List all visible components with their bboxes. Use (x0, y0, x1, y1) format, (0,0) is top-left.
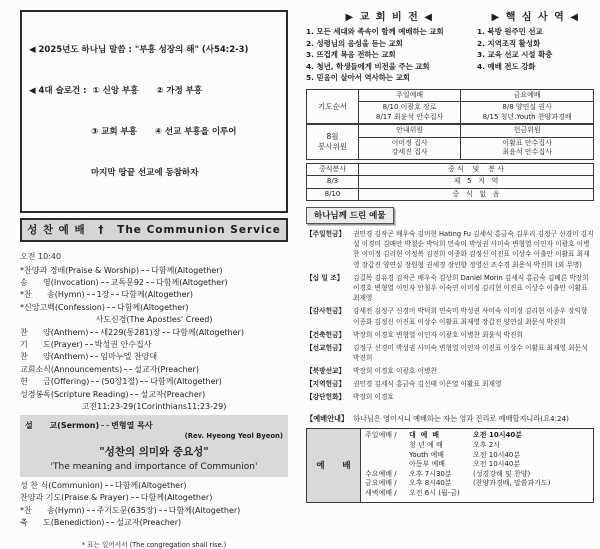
offering-section (306, 330, 594, 340)
order-label: 축 도(Benediction) (20, 517, 105, 527)
order-detail: 주기도문(635장) (96, 505, 157, 515)
sermon-preacher-en: (Rev. Hyeong Yeol Byeon) (184, 432, 283, 441)
leader-line (111, 294, 119, 295)
vision-ministry-section (306, 8, 594, 84)
vision-item: 1. 모든 세대와 족속이 함께 예배하는 교회 (306, 27, 444, 36)
schedule-prefix (365, 441, 409, 451)
schedule-time: 오전 10시40분 (473, 460, 521, 469)
service-schedule-body (361, 429, 593, 501)
leader-line (124, 369, 132, 370)
order-performer: 다함께(Altogether) (121, 290, 193, 300)
core-ministry-title: ▶ 핵 심 사 역 ◀ (491, 12, 580, 23)
leader-line (87, 294, 95, 295)
leader-line (131, 497, 139, 498)
schedule-row (365, 431, 589, 441)
schedule-prefix (365, 451, 409, 461)
lunch-service-table (306, 163, 594, 202)
core-ministry (473, 8, 594, 84)
offering-section (306, 366, 594, 376)
offering-label: 【북방선교】 (306, 367, 346, 376)
leader-line (87, 510, 95, 511)
sermon-preacher: 변형열 목사 (111, 421, 153, 431)
sermon-row (25, 421, 283, 430)
service-title-en: The Communion Service (117, 224, 281, 237)
lunch-date-1: 8/3 (307, 176, 359, 189)
usher-header: 안내위원 (359, 124, 461, 137)
ministry-item: 3. 교육 선교 시설 확충 (477, 50, 553, 59)
yearly-theme-box (20, 10, 288, 213)
schedule-prefix: 금요예배 / (365, 479, 397, 488)
church-vision-title: ▶ 교 회 비 전 ◀ (345, 12, 434, 23)
schedule-time: 오후 2시 (473, 440, 500, 449)
lunch-date-2: 8/10 (307, 188, 359, 201)
duty-roster-table (306, 89, 594, 160)
schedule-row (365, 489, 589, 499)
leader-line (162, 332, 170, 333)
order-performer: 임마누엘 찬양대 (100, 352, 158, 362)
leader-line (107, 307, 115, 308)
order-label: *신앙고백(Confession) (20, 302, 105, 312)
prayer-sunday-cell (359, 102, 461, 125)
schedule-row (365, 460, 589, 470)
order-detail: 1장 (96, 290, 110, 300)
prayer-sunday-1: 8/10 이광호 장로 (382, 103, 437, 111)
order-performer: 다함께(Altogether) (156, 278, 228, 288)
order-label: 찬 양(Anthem) (20, 327, 89, 337)
schedule-row (365, 470, 589, 480)
order-performer: 다함께(Altogether) (151, 265, 223, 275)
schedule-prefix: 주일예배 / (365, 431, 397, 440)
order-label: *찬양과 경배(Praise & Worship) (20, 265, 140, 275)
service-guide-verse: 하나님은 영이시니 예배하는 자는 영과 진리로 예배할지니라(요4:24) (353, 414, 569, 424)
order-label: *찬 송(Hymn) (20, 505, 85, 515)
lunch-text-2: 중 식 없 음 (359, 188, 594, 201)
order-row (20, 266, 288, 275)
service-guide-line (306, 414, 594, 424)
order-row (20, 506, 288, 515)
offering-section (306, 392, 594, 402)
offering-label: 【건축헌금】 (306, 330, 346, 339)
service-schedule-label: 예 배 (307, 429, 361, 501)
order-performer: 설교자(Preacher) (140, 389, 206, 399)
vision-item: 2. 성령님의 음성을 듣는 교회 (306, 38, 403, 48)
lunch-service-label: 중식봉사 (307, 163, 359, 176)
usher-1: 이미정 집사 (391, 138, 428, 147)
service-guide-label: 【예배안내】 (306, 414, 349, 424)
leader-line (101, 425, 109, 426)
schedule-name: 오후 8시40분 (409, 479, 452, 488)
offering-names: 박장희 이경호 변형열 이인자 이광호 이병찬 최윤석 박진희 (353, 330, 523, 339)
order-label: *찬 송(Hymn) (20, 290, 85, 300)
order-row (20, 303, 288, 312)
usher-2: 강세진 집사 (391, 148, 428, 156)
sermon-block (20, 415, 288, 477)
schedule-name: 아동부 예배 (409, 460, 446, 469)
service-schedule-table (306, 428, 594, 502)
order-performer: 다함께(Altogether) (116, 302, 189, 312)
order-performer: 다함께(Altogether) (168, 505, 241, 515)
order-detail: 새229(통281)장 (100, 327, 161, 337)
sermon-label: 설 교(Sermon) (25, 421, 100, 431)
ministry-item: 4. 예배 전도 강화 (477, 61, 536, 71)
committee-label (307, 124, 359, 159)
service-time: 오전 10:40 (20, 252, 62, 262)
theme-line: ◀ 2025년도 하나님 말씀 : "부흥 성장의 해" (사54:2-3) (29, 45, 249, 56)
order-detail: 교독문92 (110, 278, 145, 288)
page-right-info (306, 8, 594, 503)
order-row (20, 365, 288, 374)
order-label: 찬 양(Anthem) (20, 352, 89, 362)
offerings-list (306, 229, 594, 403)
order-performer: 다함께(Altogether) (150, 377, 222, 387)
church-vision (306, 8, 473, 84)
order-label: 찬양과 기도(Praise & Prayer) (20, 493, 129, 503)
order-label: 교회소식(Announcements) (20, 364, 123, 374)
order-row (20, 481, 288, 490)
leader-line (140, 381, 148, 382)
schedule-name: 청 년 예 배 (409, 440, 443, 449)
order-label: 송 영(Invocation) (20, 278, 99, 288)
schedule-time: 오전 10시40분 (473, 450, 521, 459)
offering-label: 【감사헌금】 (306, 307, 346, 316)
scripture-line: 고전11:23-29(1Corinthians11:23-29) (81, 402, 227, 411)
offering-committee-cell (461, 137, 594, 159)
offering-section (306, 229, 594, 271)
vision-item: 4. 청년, 학생들에게 비전을 주는 교회 (306, 61, 430, 71)
offering-names: 김정구 신경미 박성권 사미숙 변형열 이인자 이진표 이상수 이활표 최재영 최문석 박진희 (353, 343, 588, 363)
order-performer: 다함께(Altogether) (114, 480, 187, 490)
offering-names: 강세진 김정구 신경미 박덕희 민숙미 박성권 사미숙 이미정 김리현 이종우 장익향 이종화 김정신 이진표 이상수 이활표 최재영 장갑진 양연실 최문석 박진희 (353, 307, 588, 326)
schedule-row (365, 441, 589, 451)
ministry-item: 1. 북방 원주민 선교 (477, 27, 543, 36)
order-performer: 설교자(Preacher) (116, 517, 182, 527)
leader-line (90, 332, 98, 333)
order-label: 기 도(Prayer) (20, 340, 83, 350)
col-header-sunday: 주일예배 (359, 89, 461, 102)
leader-line (146, 282, 154, 283)
order-row (20, 518, 288, 527)
slogan-line-3: 마지막 땅끝 선교에 동참하자 (91, 167, 199, 178)
schedule-time: (찬양과경배, 말씀과기도) (473, 479, 551, 488)
order-row (20, 352, 288, 361)
leader-line (101, 282, 109, 283)
offering-committee-1: 이활표 안수집사 (502, 138, 552, 147)
order-row (20, 278, 288, 287)
church-vision-list (306, 26, 473, 84)
leader-line (105, 485, 113, 486)
leader-line (106, 522, 114, 523)
leader-line (85, 344, 93, 345)
order-of-worship (20, 266, 288, 527)
schedule-prefix: 새벽예배 / (365, 488, 397, 497)
service-title-ko: 성 찬 예 배 (27, 224, 86, 237)
leader-line (91, 381, 99, 382)
schedule-name: Youth 예배 (409, 450, 444, 459)
usher-cell (359, 137, 461, 159)
offering-label: 【지역헌금】 (306, 380, 346, 389)
schedule-prefix: 수요예배 / (365, 469, 397, 478)
schedule-prefix (365, 460, 409, 470)
prayer-friday-cell (461, 102, 594, 125)
service-title-bar (20, 218, 288, 242)
order-label: 성 찬 식(Communion) (20, 480, 103, 490)
order-detail: (50장1절) (101, 377, 139, 387)
leader-line (159, 510, 167, 511)
slogan-line-2: ③ 교회 부흥 ④ 선교 부흥을 이루어 (91, 126, 237, 137)
page-left-order-of-worship (20, 10, 288, 549)
order-row (20, 328, 288, 337)
vision-item: 3. 뜨겁게 복음 전하는 교회 (306, 50, 396, 59)
offering-label: 【선교헌금】 (306, 343, 346, 352)
offering-header: 헌금위원 (461, 124, 594, 137)
offering-label: 【주일헌금】 (306, 229, 346, 238)
slogan-line-1: ◀ 4대 슬로건 : ① 신앙 부흥 ② 가정 부흥 (29, 85, 203, 96)
offering-section (306, 273, 594, 304)
offering-label: 【강단헌화】 (306, 393, 346, 401)
prayer-friday-1: 8/8 양연실 권사 (502, 103, 552, 111)
lunch-text-1: 제 5 지 역 (359, 176, 594, 189)
schedule-time: (성경강해 및 찬양) (473, 469, 531, 478)
offering-label: 【십 일 조】 (306, 273, 344, 282)
prayer-order-label: 기도순서 (307, 89, 359, 124)
offering-section (306, 343, 594, 364)
offering-section (306, 379, 594, 389)
core-ministry-list (477, 26, 594, 72)
order-row (20, 340, 288, 349)
order-row (20, 290, 288, 299)
offerings-title: 하나님께 드린 예물 (306, 207, 394, 224)
leader-line (90, 356, 98, 357)
sermon-title-ko: "성찬의 의미와 중요성" (99, 446, 209, 459)
ministry-item: 2. 지역조직 활성화 (477, 38, 541, 48)
lunch-service-header: 중 식 및 봉 사 (359, 163, 594, 176)
cross-icon: † (98, 224, 105, 237)
creed-line: 사도신경(The Apostles' Creed) (95, 315, 213, 325)
order-row (20, 493, 288, 502)
schedule-name: 오전 6시 (월-금) (409, 488, 460, 497)
order-performer: 다함께(Altogether) (140, 493, 213, 503)
offering-committee-2: 최윤석 안수집사 (502, 148, 552, 156)
order-row (20, 390, 288, 399)
schedule-name: 오후 7시30분 (409, 469, 452, 478)
offering-section (306, 306, 594, 327)
order-performer: 다함께(Altogether) (172, 327, 244, 337)
offering-names: 김길목 김유경 김작곤 배우숙 김상희 Daniel Morin 김세식 홍금숙 김베른 박장희 이경호 변형열 이인자 안철우 이숙연 이미정 김리현 이진표 이상수 이출만 이활표 최재영 (353, 273, 589, 303)
offering-names: 권민경 김작곤 배우숙 김미현 Hating Fu 김세식 홍금숙 김우리 김정구 신경미 김지설 이경미 김매안 박철순 박덕희 민숙미 박성권 사미숙 변형열 이인자 이광호 이병찬 이미정 김리현 이정복 김진희 이종화 김정신 이진표 이상수 이출안 이활표 최재영 장갑진 양연실 장원형 권세경 장인향 정영신 조수경 최용석 박진희 (외 무명) (353, 229, 594, 269)
order-performer: 설교자(Preacher) (134, 364, 199, 374)
leader-line (141, 270, 149, 271)
schedule-row (365, 479, 589, 489)
schedule-row (365, 451, 589, 461)
offering-names: 권민경 김세식 홍금숙 김신태 이은열 이활표 최재영 (353, 380, 502, 389)
committee-name: 봉사위원 (318, 141, 347, 151)
sermon-title-en: 'The meaning and importance of Communion' (50, 462, 258, 473)
prayer-friday-2: 8/15 청년.Youth 찬양과경배 (482, 112, 572, 121)
order-label: 헌 금(Offering) (20, 377, 90, 387)
col-header-friday: 금요예배 (461, 89, 594, 102)
offering-names: 박장희 이경호 이광호 이병찬 (353, 367, 437, 376)
committee-month: 8월 (326, 132, 339, 142)
prayer-sunday-2: 8/17 최윤석 안수집사 (375, 112, 444, 121)
schedule-time: 오전 10시40분 (473, 431, 522, 440)
vision-item: 5. 믿음이 살아서 역사하는 교회 (306, 73, 410, 82)
order-label: 성경봉독(Scripture Reading) (20, 389, 129, 399)
order-performer: 박성권 안수집사 (94, 340, 152, 350)
leader-line (130, 394, 138, 395)
schedule-name: 대 예 배 (409, 431, 440, 440)
rise-footnote: * 표는 일어서서 (The congregation shall rise.) (81, 540, 227, 549)
offering-names: 박장희 이경호 (353, 393, 394, 401)
order-row (20, 377, 288, 386)
